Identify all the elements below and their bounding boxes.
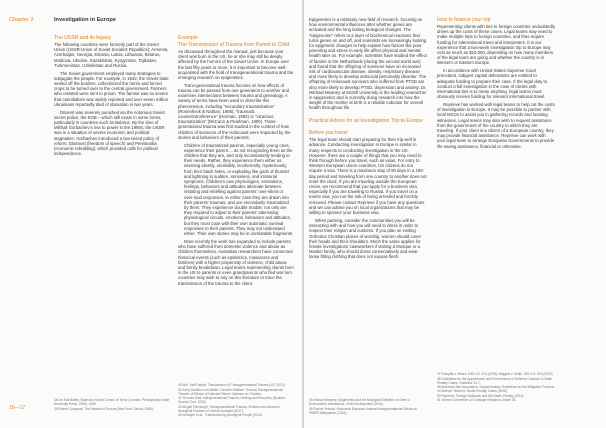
paragraph: When packing, consider the communities you will be interacting with and how you will need to dress in order to respect their religion and customs. If you plan on visiting Orthodox Christian places of worship, women should cover their heads and their shoulders. Much the same applies for female investigators/ caseworkers if visiting a Mosque or a Muslim family, who should dress conservatively and wear loose fitting clothing that does not expose flesh. (309, 217, 422, 260)
chapter-title: Investigation in Europe (54, 17, 116, 23)
footnote: 42 Thomas Hubl, Intergenerational Trauma, Healing and Recovery (Boulder: Sounds True, 2020). (178, 396, 286, 404)
block-quote: Children of traumatized parents, especially young ones, experience their parent ... as not recognizing them as the children that they are, and only inconsistently tending to their needs. Rather, they experience them either as seeming silently, unreliably, incoherently, mysteriously, from their black holes, or exploding like gods of thunder and lightning in sudden, senseless, and irrational symptoms. Children’s own physiologies, sensations, feelings, behaviors and attitudes alternate between imitating and rebelling against parents’ over-silent or over-loud responses. In either case they are drawn into their parents’ traumas, and are secondarily traumatized by them. They experience double trouble: not only are they required to adjust to their parents’ alternating physiological circuits, emotions, behaviors and attitudes, but they must cope with their own automatic survival responses to their parents. They may not understand either. Their own stories may be in unrelatable fragments. (184, 142, 294, 237)
footnote: 43 Abigail Fairclough, Transgenerational Trauma, Violence and Abuse in Aboriginal Families of Central Australia (2017). (178, 404, 280, 413)
paragraph: Representing clients with ties to foreign countries undoubtedly drives up the costs of these cases. Legal teams may need to make multiple trips to foreign countries, and thus require funding for international travel and interpreters. It is our experience that a two-week investigation trip to Europe may cost as much as $10,000, depending on how many members of the legal team are going and whether the country is in Western or Eastern Europe. (437, 24, 555, 66)
section-heading: The Transmission of Trauma from Parent to Child (178, 42, 290, 48)
footnote: 41 Kerry Daniels Levi-Walter, Caroline Wallace, Trauma Transgenerational Transfer of Effects of Intimate Partner Violence on Children. (178, 387, 283, 396)
footnote: 40 Ibid. Yael Danieli, Transmission of Transgenerational Trauma (US, 2010). (178, 383, 286, 387)
footnote: 48 Guidelines for the Appointment and Performance of Defense Counsel in Death Penalty Cases, Guideline 10.7. (437, 376, 552, 385)
footnote: 46 Rachel Yehuda, Holocaust Exposure Induced Intergenerational Effects on FKBP5 Methylation (2016). (309, 406, 418, 415)
left-column-1 (54, 35, 170, 159)
footnotes-left-col2 (178, 383, 294, 418)
footnote: 45 Michael Meaney, Epigenetics and the Biological Definition of Gene x Environment Interactions, Child Development (2010). (309, 398, 410, 406)
paragraph: The Soviet government employed many strategies to subjugate the people. For example, in 1943, the Soviet state sealed off the borders, collectivized the farms and forced crops to be turned over to the central government. Farmers who resisted were sent to prison. The famine was so severe that cannibalism was widely reported and over seven million Ukrainians reportedly died of starvation in two years. (54, 70, 169, 107)
subsection-heading: Before you travel (309, 130, 348, 137)
section-heading: The USSR and its legacy (54, 35, 111, 41)
footnotes-left-col1 (54, 398, 170, 411)
paragraph: Epigenetics is a relatively new field of research, focusing on how environmental influences alter whether genes are activated and the long lasting biological changes. The “epigenome” refers to a layer of biochemical reactions that turns genes on and off, and scientists are increasingly looking for epigenetic changes to help explain how factors like poor parenting and stress in early life affect physical and mental health later on. For example, scientists have studied the effect of famine in the Netherlands (during the second world war) and found that the offspring of survivors have an increased risk of cardiovascular disease, obesity, respiratory disease and more likely to develop antisocial personality disorder. The offspring of Holocaust survivors who suffered from PTSD are also more likely to develop PTSD, depression and anxiety. Dr. Michael Meaney at McGill University is the leading researcher in epigenetics and is currently doing research into how the weight of the mother at birth is a reliable indicator for overall health throughout life. (309, 17, 427, 111)
example-label: Example: (178, 35, 200, 41)
footnote: 44 Kirmayer et al., Trauma Among Aboriginal People (2014). (178, 413, 264, 417)
paragraph: Dissent was severely punished via the notorious Soviet secret police, the KGB – which still exists in some forms, particularly in countries such as Belarus. By the time of Mikhail Gorbachev’s rise to power in the 1980s, the USSR was in a situation of severe economic and political stagnation. Gorbachev introduced a two-tiered policy of reform; Glasnost (freedom of speech) and Perestroika (economic rebuilding), which provided calls for political independence. (54, 109, 165, 157)
paragraph: As discussed throughout the manual, just because your client was born in the US, he or she may still be deeply affected by the horrors of the Soviet Union. In Europe over the last fifty years or more, it is important to become well-acquainted with the field of transgenerational trauma and the emerging research on epigenetics. (178, 49, 294, 81)
section-heading: Practical Advice for an Investigation Trip to Europe (309, 118, 423, 125)
footnote: 38 Ian Hall Bailey, State and Soviet Control of Terror (London: Pennsylvania State University Press, 2004), 1996. (54, 398, 170, 406)
paragraph: In accordance with United States Supreme Court precedent, indigent capital defendants are entitled to adequate funding to prepare their case. If the legal duty to conduct a full investigation in the case of clients with international ties is to mean anything, legal teams must obviously receive funding for relevant international travel. (437, 68, 548, 100)
footnote: 47 Rompilla v. Beard, 545 U.S. 374 (2005); Wiggins v. Smith, 539 U.S. 510 (2003). (437, 372, 554, 376)
footnotes-right-col1 (309, 398, 427, 415)
paragraph: The following countries were formerly part of the Soviet Union (USSR-Union of Soviet Socialist Republics): Armenia, Azerbaijan, Georgia, Estonia, Latvia, Lithuania, Belarus, Moldova, Ukraine, Kazakhstan, Kyrgyzstan, Tajikistan, Turkmenistan, Uzbekistan and Russia. (54, 42, 169, 68)
paragraph: More recently the work has expanded to include parents who have suffered from domestic violence and abuse as children themselves. Australian researchers have connected historical events (such as epidemics, massacres and famines) with a higher propensity of violence, child abuse and family breakdown. Legal teams representing clients born in the US to parents or even grandparents who fled war torn countries may wish to rely on this literature to trace the transmission of the trauma to the client. (178, 238, 294, 286)
right-column-1 (309, 17, 427, 262)
footnote: 49 American Bar Association, Supplementary Guidelines for the Mitigation Function of Defense Teams in Death Penalty Cases (2008). (437, 385, 555, 393)
page-number: 16—17 (9, 405, 26, 411)
footnote: 51 Vienna Convention on Consular Relations, Article 36. (437, 398, 517, 402)
left-column-2 (178, 35, 294, 288)
paragraph: The legal team should start preparing for their trip well in advance. Conducting investigation in Europe is similar in many respects to conducting investigation in the US. However, there are a couple of things that you may need to think through before you travel, such as visas. For entry to Western European Union countries, US citizens do not require a visa. There is a maximum stay of 90 days in a 180-day period and traveling from one country to another does not reset the clock. If you are traveling outside the European Union, we recommend that you apply for a business visa, especially if you are traveling to Russia. If you travel on a tourist visa, you run the risk of being arrested and forcibly removed. Please contact Reprieve if you have any questions and we can advise you on local organizations that may be willing to sponsor your business visa. (309, 137, 427, 216)
footnote: 39 Robert Conquest, The Harvest of Sorrow (New York: Oxford, 1986). (54, 406, 154, 411)
paragraph: Reprieve has worked with legal teams to help cut the costs of investigation in Europe. It may be possible to partner with local NGOs to assist you in gathering records and locating witnesses. Legal teams may also wish to request assistance from the government of the country to which they are traveling. If your client is a citizen of a European country, they may provide financial assistance. Reprieve can work with your legal team to arrange European Governments to provide life-saving assistance, financial or otherwise. (437, 102, 555, 149)
footnotes-right-col2 (437, 372, 555, 403)
right-column-2 (437, 17, 555, 151)
chapter-number: Chapter 2 (9, 17, 34, 23)
footnote: 50 Reprieve, Foreign Nationals and the Death Penalty (2019). (437, 393, 525, 398)
left-page (0, 0, 302, 428)
right-page (304, 0, 606, 428)
paragraph: Trans-generational trauma focuses on how effects of trauma can be passed from one generation to another and examines intersections between trauma and genealogy. A variety of terms have been used to describe this phenomenon, including “secondary traumatization” (Rosenheck & Nathan, 1985), “traumatic countertransference” (Herman, 1992) or “vicarious traumatization” (McCann & Pearlman, 1990). Trans-generational trauma was first studied in the context of how children of survivors of the Holocaust were impacted by the stories and behaviors of their parents: (178, 82, 291, 140)
section-heading: How to finance your trip (437, 17, 491, 23)
